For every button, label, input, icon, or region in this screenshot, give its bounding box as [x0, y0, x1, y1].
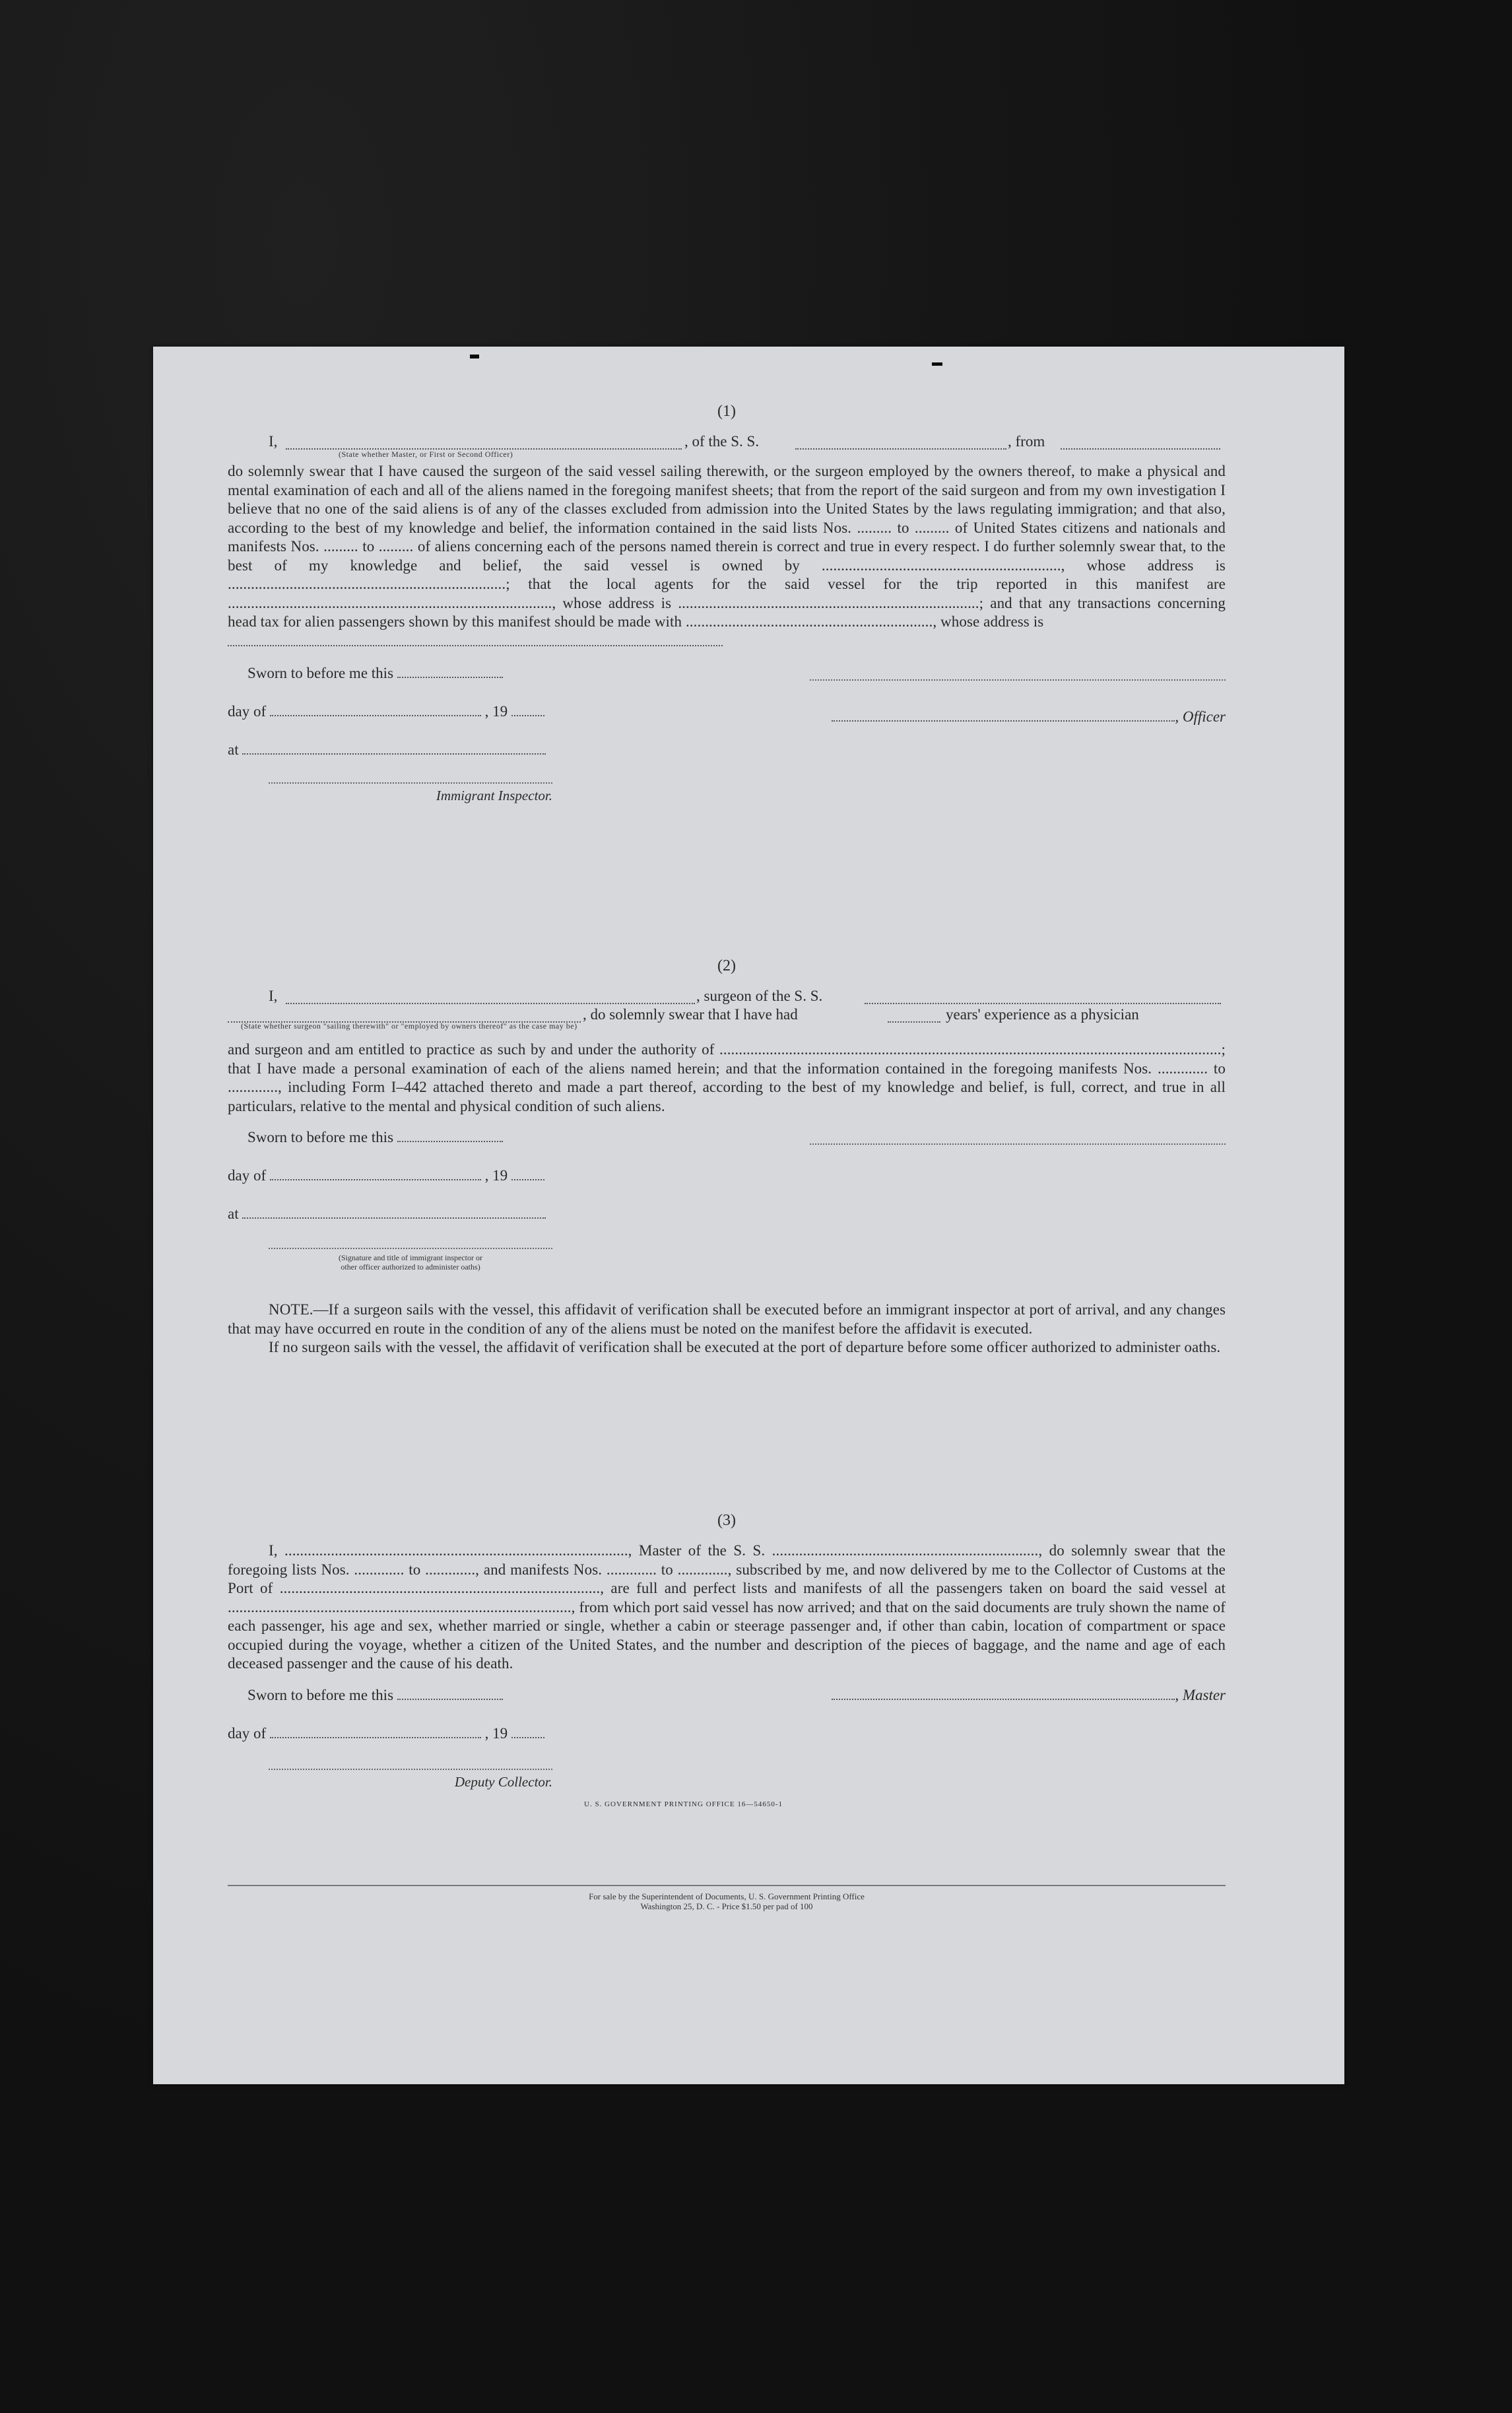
signature-caption: [269, 1253, 552, 1272]
at-row: [228, 741, 546, 780]
surgeon-of-ss-label: , surgeon of the S. S.: [696, 988, 823, 1004]
sworn-date-field[interactable]: [397, 1129, 503, 1142]
inspector-label: Immigrant Inspector.: [436, 787, 552, 803]
officer-signature-field[interactable]: [832, 708, 1175, 722]
section-number: (1): [717, 403, 736, 420]
scan-mark: [470, 355, 479, 358]
printing-office-imprint: U. S. GOVERNMENT PRINTING OFFICE 16—54650-1: [584, 1800, 783, 1808]
sworn-label: Sworn to before me this: [247, 1129, 394, 1145]
footer-rule: [228, 1885, 1226, 1886]
deputy-signature-line[interactable]: [269, 1767, 552, 1770]
day-of-row: [228, 1167, 544, 1206]
note-paragraph-2: If no surgeon sails with the vessel, the affidavit of verification shall be executed at the port of departure before some officer authorized to administer oaths.: [269, 1339, 1221, 1355]
master-row: [810, 1687, 1226, 1704]
officer-row: [810, 708, 1226, 726]
vessel-name-field[interactable]: [795, 436, 1006, 450]
at-place-field[interactable]: [242, 1206, 546, 1219]
year-field[interactable]: [511, 703, 544, 716]
surgeon-name-field[interactable]: [286, 991, 695, 1004]
footer: [228, 1891, 1226, 1911]
section-3-signatures: [228, 1687, 1226, 1819]
years-field[interactable]: [888, 1009, 940, 1023]
surgeon-caption: (State whether surgeon "sailing therewith" or "employed by owners thereof" as the case may be): [241, 1021, 577, 1031]
day-of-label: day of: [228, 1724, 267, 1742]
section-1-first-line: [228, 432, 1226, 451]
sworn-label: Sworn to before me this: [247, 1686, 394, 1703]
day-of-label: day of: [228, 702, 267, 720]
year-label: , 19: [484, 1724, 508, 1742]
section-2-second-line: [228, 1005, 1226, 1024]
master-signature-line[interactable]: [810, 678, 1226, 681]
years-label: years' experience as a physician: [946, 1006, 1139, 1023]
day-of-row: [228, 703, 544, 741]
year-label: , 19: [484, 1167, 508, 1184]
day-of-label: day of: [228, 1167, 267, 1184]
pronoun-label: I,: [269, 988, 278, 1004]
section-2-first-line: [228, 987, 1226, 1005]
surgeon-status-field[interactable]: [228, 1009, 581, 1023]
at-row: [228, 1206, 546, 1244]
section-2-surgeon-oath: [228, 957, 1226, 1357]
footer-line-1: For sale by the Superintendent of Documents, U. S. Government Printing Office: [589, 1891, 865, 1901]
sworn-row: [247, 1129, 503, 1167]
section-3-customs-oath: [228, 1512, 1226, 1819]
officer-caption: (State whether Master, or First or Second Officer): [339, 450, 513, 459]
master-label: , Master: [1175, 1686, 1226, 1703]
sworn-row: [247, 665, 503, 703]
deputy-label: Deputy Collector.: [454, 1773, 552, 1790]
from-label: , from: [1008, 433, 1045, 450]
section-1-master-oath: [228, 403, 1226, 810]
sworn-row: [247, 1687, 503, 1725]
sworn-label: Sworn to before me this: [247, 664, 394, 681]
vessel-name-field[interactable]: [865, 991, 1221, 1004]
address-continuation: [228, 633, 1226, 652]
from-port-field[interactable]: [1061, 436, 1220, 450]
day-of-field[interactable]: [270, 1725, 481, 1738]
day-of-row: [228, 1725, 544, 1763]
master-signature-field[interactable]: [832, 1687, 1175, 1700]
sworn-date-field[interactable]: [397, 1687, 503, 1700]
inspector-signature-line[interactable]: [269, 781, 552, 784]
at-label: at: [228, 741, 239, 758]
signature-caption-line-2: other officer authorized to administer oaths): [341, 1262, 480, 1272]
section-1-signatures: [228, 665, 1226, 810]
scan-mark: [932, 362, 942, 366]
footer-line-2: Washington 25, D. C. - Price $1.50 per pad of 100: [640, 1901, 813, 1911]
agent-address-field[interactable]: [228, 633, 723, 646]
note-paragraph-1: NOTE.—If a surgeon sails with the vessel, this affidavit of verification shall be executed before an immigrant inspector at port of arrival, and any changes that may have occurred en route in the condition of any of the aliens must be noted on the manifest before the affidavit is executed.: [228, 1301, 1226, 1337]
section-number: (2): [717, 957, 736, 974]
pronoun-label: I,: [269, 433, 278, 450]
year-field[interactable]: [511, 1167, 544, 1180]
officer-name-field[interactable]: [286, 436, 682, 450]
section-3-body: I, ........................................................................................., Master of the S. S. ....................................................................., do solemnly swear that the foregoing lists Nos. ............. to ............., and manifests Nos. ............. to ............., subscribed by me, and now delivered by me to the Collector of Customs at the Port of ..................................................................................., are full and perfect lists and manifests of all the passengers taken on board the said vessel at ........................................................................................., from which port said vessel has now arrived; and that on the said documents are truly shown the name of each passenger, his age and sex, whether married or single, whether a cabin or steerage passenger and, if other than cabin, location of compartment or space occupied during the voyage, whether a citizen of the United States, and the number and description of the pieces of baggage, and the name and age of each deceased passenger and the cause of his death.: [228, 1542, 1226, 1672]
officer-label: , Officer: [1175, 708, 1226, 725]
day-of-field[interactable]: [270, 1167, 481, 1180]
year-label: , 19: [484, 702, 508, 720]
manifest-affidavit-page: [153, 347, 1344, 2084]
section-2-signatures: [228, 1129, 1226, 1301]
day-of-field[interactable]: [270, 703, 481, 716]
section-1-body: do solemnly swear that I have caused the surgeon of the said vessel sailing therewith, or the surgeon employed by the owners thereof, to make a physical and mental examination of each and all of the aliens named in the foregoing manifest sheets; that from the report of the said surgeon and from my own investigation I believe that no one of the said aliens is of any of the classes excluded from admission into the United States by the laws regulating immigration; and that also, according to the best of my knowledge and belief, the information contained in the said lists Nos. ......... to ......... of United States citizens and nationals and manifests Nos. ......... to ......... of aliens concerning each of the persons named therein is correct and true in every respect. I do further solemnly swear that, to the best of my knowledge and belief, the said vessel is owned by .............................................................., whose address is ........................................................................; that the local agents for the said vessel for the trip reported in this manifest are ...................................................................................., whose address is ..............................................................................; and that any transactions concerning head tax for alien passengers shown by this manifest should be made with ................................................................, whose address is: [228, 463, 1226, 630]
at-place-field[interactable]: [242, 741, 546, 755]
at-label: at: [228, 1206, 239, 1222]
year-field[interactable]: [511, 1725, 544, 1738]
inspector-signature-line[interactable]: [269, 1246, 552, 1249]
of-ss-label: , of the S. S.: [684, 433, 760, 450]
section-number: (3): [717, 1512, 736, 1529]
sworn-date-field[interactable]: [397, 665, 503, 678]
signature-caption-line-1: (Signature and title of immigrant inspector or: [339, 1253, 482, 1262]
surgeon-signature-line[interactable]: [810, 1142, 1226, 1145]
section-2-body: and surgeon and am entitled to practice as such by and under the authority of ..................................................................................................................................; that I have made a personal examination of each of the aliens named herein; and that the information contained in the foregoing manifests Nos. ............. to ............., including Form I–442 attached thereto and made a part thereof, according to the best of my knowledge and belief, is full, correct, and true in all particulars, relative to the mental and physical condition of such aliens.: [228, 1041, 1226, 1114]
swear-label: , do solemnly swear that I have had: [583, 1006, 798, 1023]
